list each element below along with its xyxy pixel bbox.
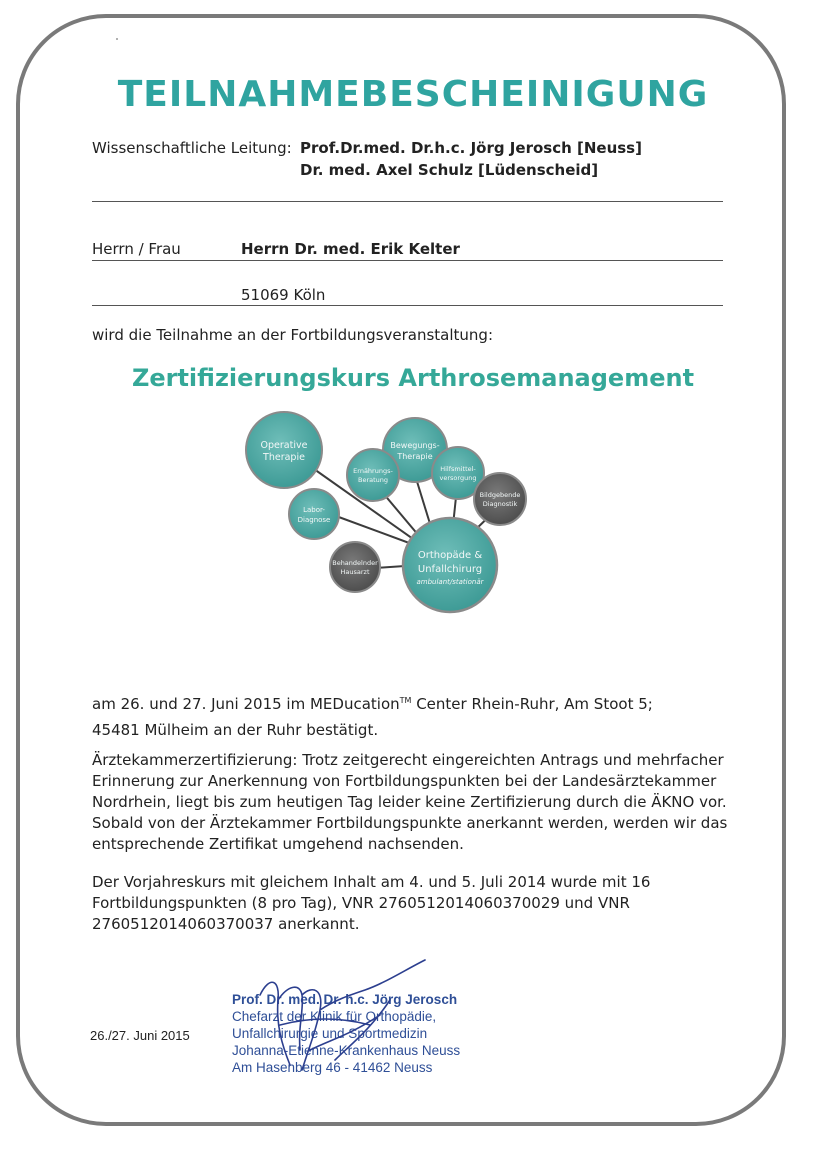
therapy-network-diagram xyxy=(0,400,826,630)
circle-bildgebende-diagnostik xyxy=(474,473,526,525)
svg-text:Therapie: Therapie xyxy=(397,452,433,461)
circle-labor-diagnose xyxy=(289,489,339,539)
circle-operative-therapie xyxy=(246,412,322,488)
svg-text:Labor-: Labor- xyxy=(303,506,325,514)
svg-text:Therapie: Therapie xyxy=(263,452,305,463)
previous-course-paragraph: Der Vorjahreskurs mit gleichem Inhalt am 4. und 5. Juli 2014 wurde mit 16 Fortbildungspunkten (8 pro Tag), VNR 2760512014060370029 und VNR 2760512014060370037 anerkannt. xyxy=(92,873,651,933)
certification-paragraph: Ärztekammerzertifizierung: Trotz zeitgerecht eingereichten Antrags und mehrfacher Erinnerung zur Anerkennung von Fortbildungspunkten bei der Landesärztekammer Nordrhein, liegt bis zum heutigen Tag leider keine Zertifizierung durch die ÄKNO vor. Sobald von der Ärztekammer Fortbildungspunkte anerkannt werden, werden wir das entsprechende Zertifikat umgehend nachsenden. xyxy=(92,751,728,853)
svg-text:Diagnostik: Diagnostik xyxy=(482,500,518,508)
circle-orthopaede-center xyxy=(403,518,497,612)
leitung-line-1: Prof.Dr.med. Dr.h.c. Jörg Jerosch [Neuss] xyxy=(300,139,642,157)
certificate-date: 26./27. Juni 2015 xyxy=(90,1028,190,1043)
svg-text:ambulant/stationär: ambulant/stationär xyxy=(416,578,484,586)
svg-text:Bildgebende: Bildgebende xyxy=(479,491,521,499)
leitung-label: Wissenschaftliche Leitung: xyxy=(92,139,292,157)
handwritten-signature xyxy=(240,955,440,1085)
svg-text:Behandelnder: Behandelnder xyxy=(332,559,378,567)
svg-text:Ernährungs-: Ernährungs- xyxy=(353,467,393,475)
recipient-name: Herrn Dr. med. Erik Kelter xyxy=(241,240,460,258)
scan-speck xyxy=(116,38,118,40)
recipient-underline xyxy=(92,260,723,261)
city-underline xyxy=(92,305,723,306)
recipient-label: Herrn / Frau xyxy=(92,240,181,258)
svg-text:Beratung: Beratung xyxy=(357,476,389,484)
signatory-line-2: Unfallchirurgie und Sportmedizin xyxy=(232,1026,428,1041)
svg-text:Bewegungs-: Bewegungs- xyxy=(390,441,440,450)
svg-text:Orthopäde &: Orthopäde & xyxy=(417,550,483,561)
svg-text:Hilfsmittel-: Hilfsmittel- xyxy=(440,465,476,473)
certificate-title: TEILNAHMEBESCHEINIGUNG xyxy=(117,74,709,115)
recipient-city: 51069 Köln xyxy=(241,286,326,304)
intro-text: wird die Teilnahme an der Fortbildungsveranstaltung: xyxy=(92,326,494,344)
signatory-line-4: Am Hasenberg 46 - 41462 Neuss xyxy=(232,1060,433,1075)
signatory-name: Prof. Dr. med. Dr. h.c. Jörg Jerosch xyxy=(232,992,458,1007)
svg-text:Unfallchirurg: Unfallchirurg xyxy=(417,564,483,575)
svg-text:Diagnose: Diagnose xyxy=(297,516,331,524)
circle-hausarzt xyxy=(330,542,380,592)
event-line-1: am 26. und 27. Juni 2015 im MEDucation™ Center Rhein-Ruhr, Am Stoot 5; xyxy=(92,695,653,713)
signatory-line-3: Johanna-Etienne-Krankenhaus Neuss xyxy=(232,1043,461,1058)
trademark-sup: TM xyxy=(399,696,412,705)
svg-text:versorgung: versorgung xyxy=(439,474,477,482)
course-title: Zertifizierungskurs Arthrosemanagement xyxy=(131,364,695,392)
signatory-line-1: Chefarzt der Klinik für Orthopädie, xyxy=(232,1009,437,1024)
svg-text:Operative: Operative xyxy=(260,440,308,451)
divider-top xyxy=(92,201,723,202)
svg-text:Hausarzt: Hausarzt xyxy=(340,568,370,576)
event-line-2: 45481 Mülheim an der Ruhr bestätigt. xyxy=(92,721,379,739)
circle-ernaehrungsberatung xyxy=(347,449,399,501)
leitung-line-2: Dr. med. Axel Schulz [Lüdenscheid] xyxy=(300,161,599,179)
